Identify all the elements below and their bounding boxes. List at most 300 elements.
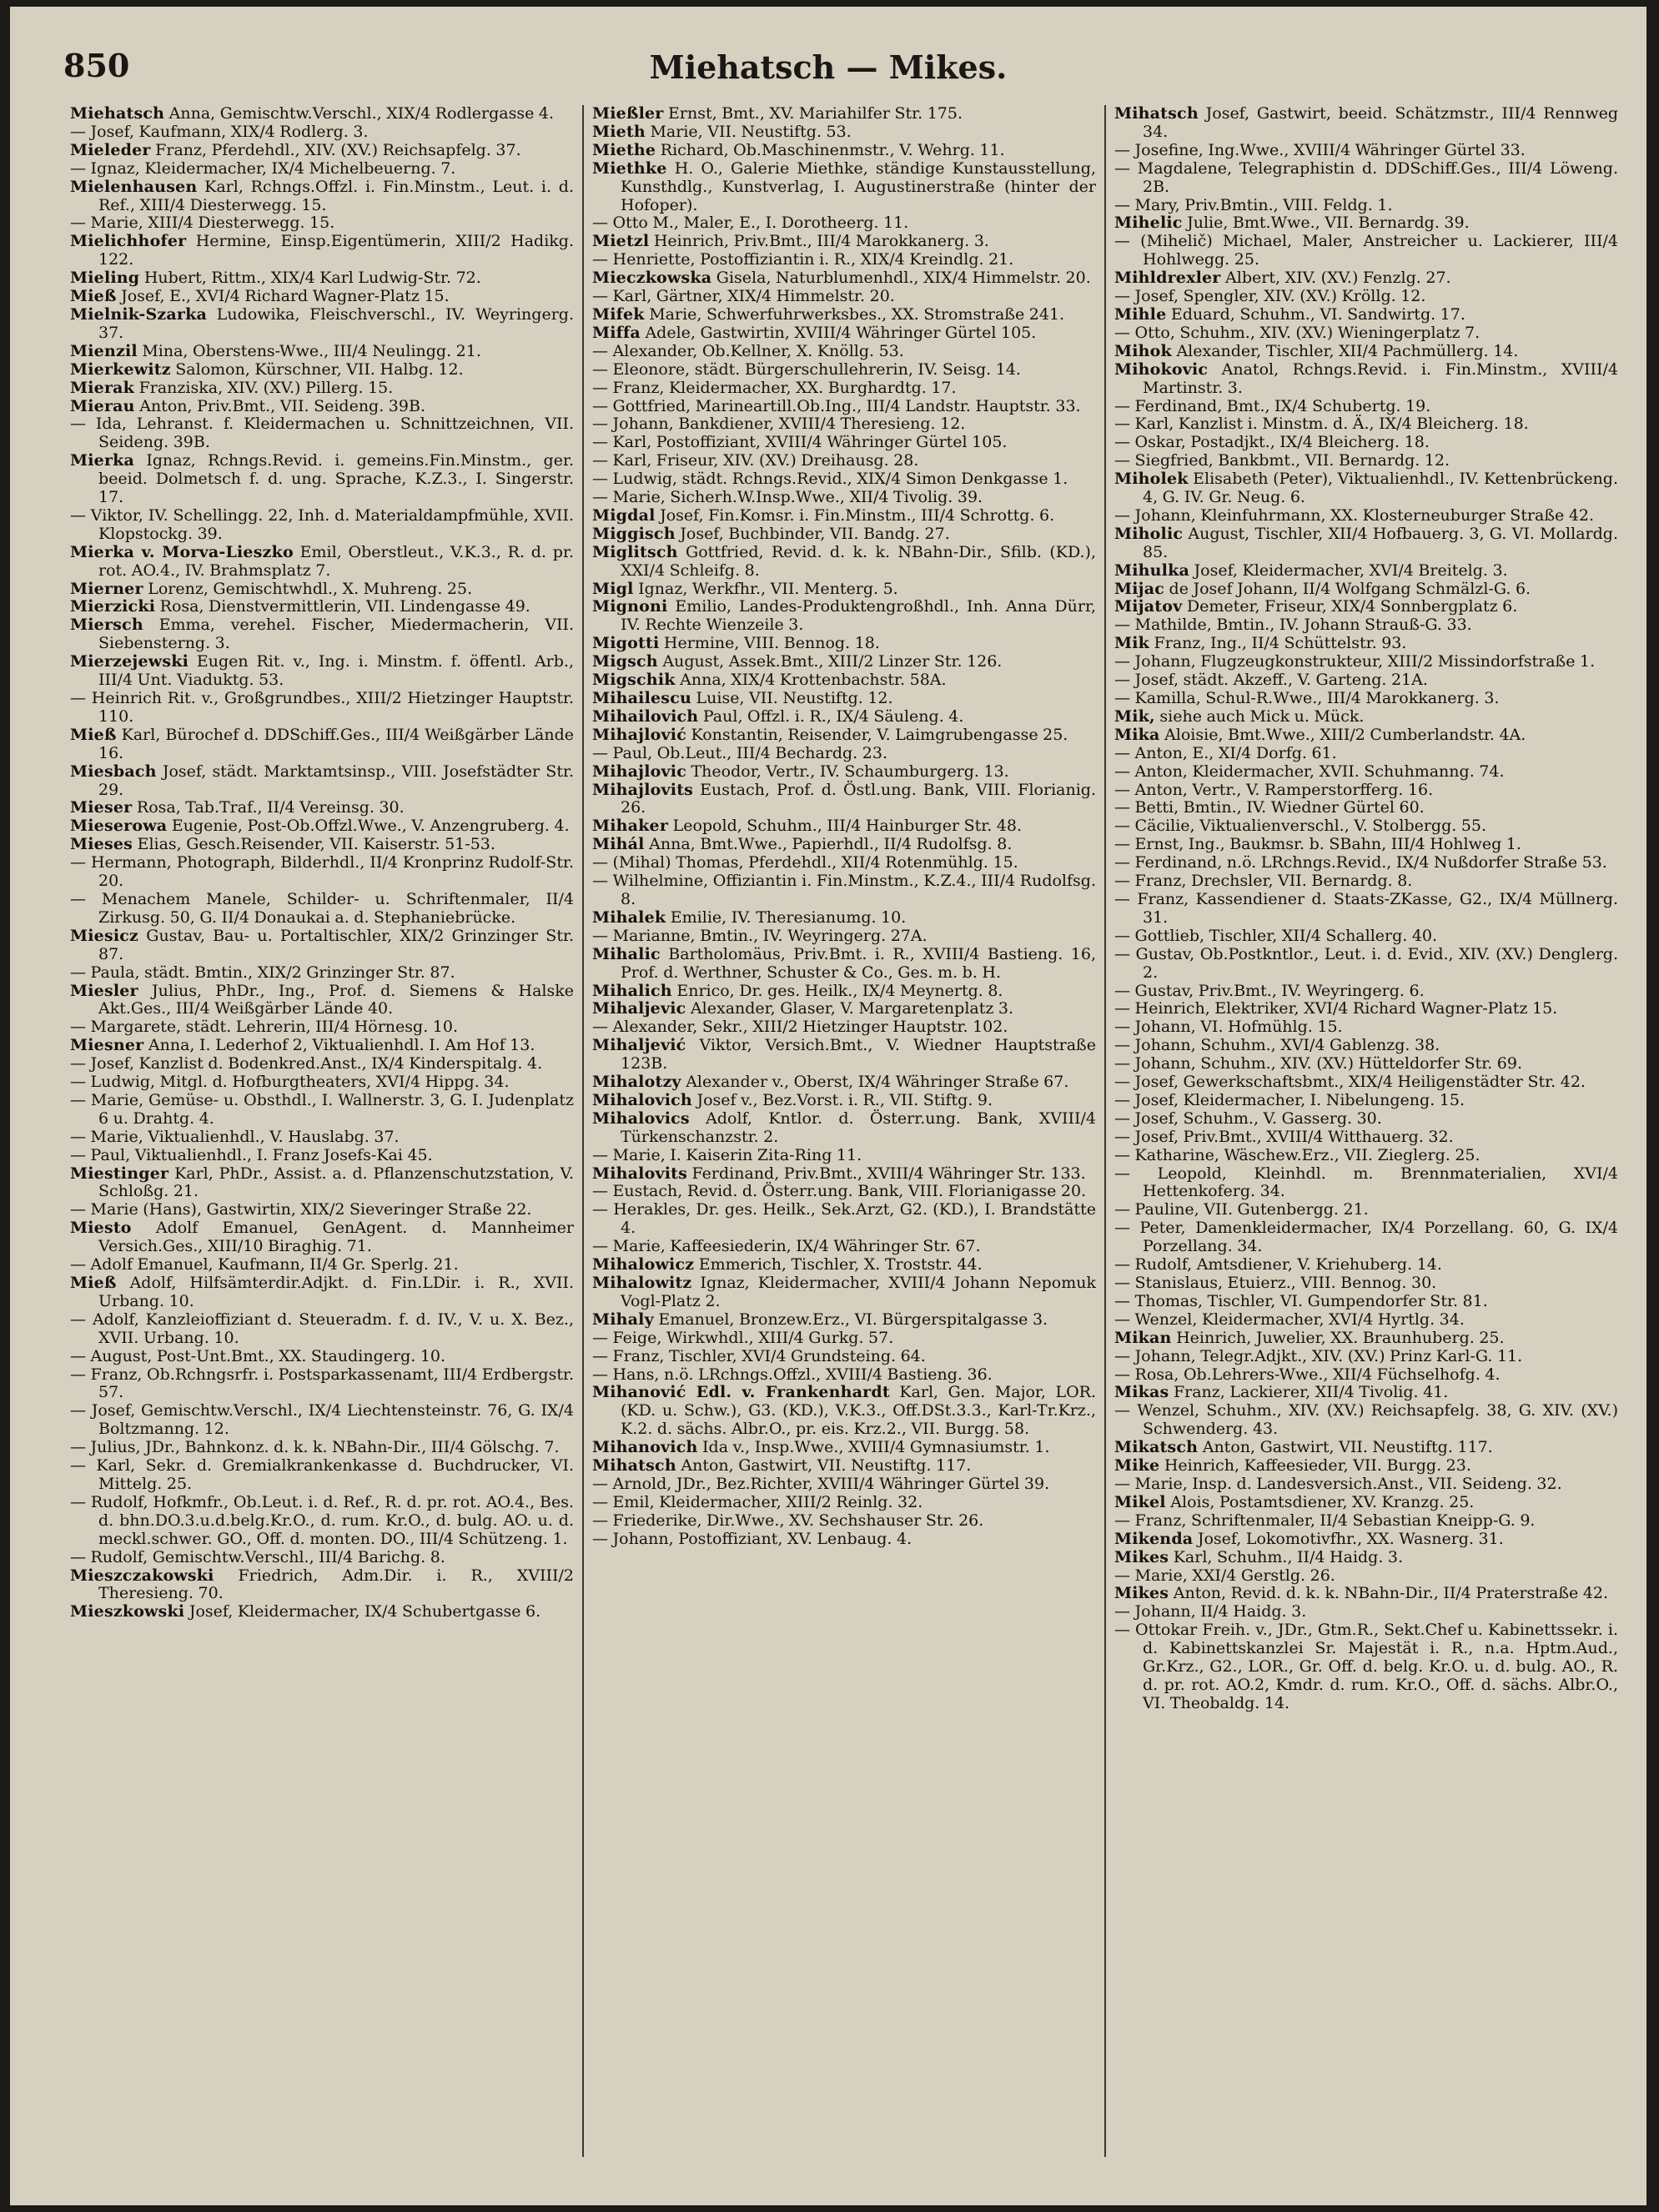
entry-details: — Hermann, Photograph, Bilderhdl., II/4 Kronprinz Rudolf-Str. 20. — [70, 853, 574, 891]
entry-surname: Mihalowicz — [592, 1255, 695, 1274]
directory-entry — [592, 1384, 1096, 1439]
entry-details: — Ferdinand, n.ö. LRchngs.Revid., IX/4 Nußdorfer Straße 53. — [1114, 853, 1607, 872]
entry-details: — Josef, Gewerkschaftsbmt., XIX/4 Heiligenstädter Str. 42. — [1114, 1073, 1586, 1092]
entry-details: — Ida, Lehranst. f. Kleidermachen u. Schnittzeichnen, VII. Seideng. 39B. — [70, 415, 574, 452]
entry-surname: Mikel — [1114, 1492, 1166, 1511]
directory-entry — [592, 380, 1096, 398]
entry-details: Richard, Ob.Maschinenmstr., V. Wehrg. 11. — [656, 140, 1005, 159]
entry-details: Ernst, Bmt., XV. Mariahilfer Str. 175. — [663, 105, 963, 123]
entry-details: Ferdinand, Priv.Bmt., XVIII/4 Währinger Str. 133. — [687, 1164, 1086, 1183]
directory-entry — [592, 1457, 1096, 1476]
directory-entry — [1114, 671, 1618, 690]
entry-surname: Mieszkowski — [70, 1602, 185, 1621]
running-head: Miehatsch — Mikes. — [649, 48, 1008, 86]
entry-details: de Josef Johann, II/4 Wolfgang Schmälzl-G. 6. — [1164, 579, 1531, 598]
directory-entry — [592, 1238, 1096, 1256]
entry-surname: Migdal — [592, 505, 656, 525]
entry-details: — Johann, Schuhm., XIV. (XV.) Hütteldorfer Str. 69. — [1114, 1054, 1522, 1073]
entry-surname: Mihalovits — [592, 1164, 687, 1183]
entry-details: — Marianne, Bmtin., IV. Weyringerg. 27A. — [592, 926, 928, 945]
entry-surname: Mihalowitz — [592, 1274, 692, 1292]
entry-surname: Mihanović Edl. v. Frankenhardt — [592, 1383, 890, 1402]
directory-entry — [70, 928, 574, 964]
entry-details: — Gottlieb, Tischler, XII/4 Schallerg. 40. — [1114, 926, 1438, 945]
directory-entry — [592, 507, 1096, 525]
entry-details: Gottfried, Revid. d. k. k. NBahn-Dir., Sfilb. (KD.), XXI/4 Schleifg. 8. — [621, 542, 1096, 580]
entry-details: August, Assek.Bmt., XIII/2 Linzer Str. 126. — [657, 652, 1003, 671]
entry-surname: Mihle — [1114, 304, 1167, 324]
entry-details: Leopold, Schuhm., III/4 Hainburger Str. 48. — [668, 817, 1023, 836]
entry-details: Hermine, Einsp.Eigentümerin, XIII/2 Hadikg. 122. — [98, 232, 574, 269]
directory-entry — [70, 726, 574, 763]
entry-details: — Paul, Ob.Leut., III/4 Bechardg. 23. — [592, 743, 887, 762]
entry-details: — Franz, Tischler, XVI/4 Grundsteing. 64. — [592, 1346, 926, 1365]
entry-details: Elias, Gesch.Reisender, VII. Kaiserstr. 51-53. — [133, 835, 495, 854]
directory-entry — [1114, 1621, 1618, 1713]
entry-surname: Mihldrexler — [1114, 269, 1221, 288]
entry-details: Eugen Rit. v., Ing. i. Minstm. f. öffentl. Arb., III/4 Unt. Viaduktg. 53. — [98, 652, 574, 690]
entry-surname: Mieleder — [70, 140, 151, 159]
entry-details: Alexander, Tischler, XII/4 Pachmüllerg. 14. — [1171, 341, 1519, 360]
entry-details: — Marie, Insp. d. Landesversich.Anst., VII. Seideng. 32. — [1114, 1474, 1562, 1493]
entry-surname: Mieß — [70, 725, 117, 744]
entry-surname: Mikatsch — [1114, 1438, 1199, 1457]
entry-details: — Friederike, Dir.Wwe., XV. Sechshauser Str. 26. — [592, 1511, 984, 1530]
entry-details: Adolf Emanuel, GenAgent. d. Mannheimer Versich.Ges., XIII/10 Biraghig. 71. — [98, 1219, 574, 1256]
entry-details: — Eleonore, städt. Bürgerschullehrerin, IV. Seisg. 14. — [592, 359, 1021, 379]
entry-details: — Johann, Kleinfuhrmann, XX. Klosterneuburger Straße 42. — [1114, 505, 1595, 525]
entry-details: Luise, VII. Neustiftg. 12. — [691, 689, 893, 707]
directory-entry — [70, 142, 574, 160]
directory-entry — [1114, 1165, 1618, 1202]
entry-details: Karl, Schuhm., II/4 Haidg. 3. — [1169, 1547, 1404, 1566]
entry-details: — Wenzel, Kleidermacher, XVI/4 Hyrtlg. 34. — [1114, 1310, 1465, 1329]
entry-surname: Mieling — [70, 269, 140, 288]
entry-details: Mina, Oberstens-Wwe., III/4 Neulingg. 21. — [137, 341, 481, 360]
entry-surname: Migsch — [592, 652, 658, 671]
directory-entry — [592, 909, 1096, 928]
directory-entry — [1114, 763, 1618, 782]
entry-details: Anton, Revid. d. k. k. NBahn-Dir., II/4 Praterstraße 42. — [1169, 1584, 1609, 1603]
entry-details: Lorenz, Gemischtwhdl., X. Muhreng. 25. — [143, 579, 473, 598]
entry-details: — Josefine, Ing.Wwe., XVIII/4 Währinger Gürtel 33. — [1114, 140, 1526, 159]
entry-details: — Margarete, städt. Lehrerin, III/4 Hörnesg. 10. — [70, 1018, 458, 1037]
entry-details: Friedrich, Adm.Dir. i. R., XVIII/2 Theresieng. 70. — [98, 1566, 574, 1603]
entry-details: Bartholomäus, Priv.Bmt. i. R., XVIII/4 Bastieng. 16, Prof. d. Werthner, Schuster & Co., Ges. m. b. H. — [621, 944, 1096, 982]
directory-entry — [1114, 635, 1618, 653]
entry-surname: Mihanovich — [592, 1438, 698, 1457]
entry-surname: Mierak — [70, 378, 135, 397]
directory-column-1 — [70, 105, 574, 2187]
directory-entry — [70, 361, 574, 380]
entry-surname: Mik, — [1114, 706, 1155, 726]
directory-entry — [1114, 214, 1618, 233]
entry-details: Ignaz, Rchngs.Revid. i. gemeins.Fin.Minstm., ger. beeid. Dolmetsch f. d. ung. Sprache, K.Z.3., I. Singerstr. 17. — [98, 451, 574, 507]
directory-entry — [592, 1366, 1096, 1385]
entry-details: — Josef, Kaufmann, XIX/4 Rodlerg. 3. — [70, 122, 369, 141]
entry-details: — Josef, Gemischtw.Verschl., IX/4 Liechtensteinstr. 76, G. IX/4 Boltzmanng. 12. — [70, 1401, 574, 1439]
entry-details: Enrico, Dr. ges. Heilk., IX/4 Meynertg. 8. — [671, 981, 1003, 1000]
entry-details: — Eustach, Revid. d. Österr.ung. Bank, VIII. Florianigasse 20. — [592, 1182, 1087, 1201]
entry-details: — Ignaz, Kleidermacher, IX/4 Michelbeuerng. 7. — [70, 158, 456, 178]
directory-entry — [592, 1037, 1096, 1073]
entry-surname: Mihalovics — [592, 1109, 690, 1128]
entry-surname: Mihatsch — [1114, 105, 1199, 123]
entry-surname: Mieses — [70, 835, 133, 854]
entry-surname: Mießler — [592, 105, 664, 123]
directory-entry — [1114, 269, 1618, 288]
directory-entry — [1114, 946, 1618, 983]
entry-details: Hubert, Rittm., XIX/4 Karl Ludwig-Str. 72. — [139, 269, 481, 288]
directory-entry — [1114, 1256, 1618, 1274]
entry-details: Josef, Buchbinder, VII. Bandg. 27. — [675, 524, 950, 543]
directory-entry — [70, 763, 574, 800]
directory-entry — [70, 1274, 574, 1311]
directory-entry — [70, 598, 574, 616]
directory-entry — [70, 1348, 574, 1366]
entry-surname: Mihaljevic — [592, 999, 686, 1018]
entry-details: — Johann, Flugzeugkonstrukteur, XIII/2 Missindorfstraße 1. — [1114, 652, 1596, 671]
directory-entry — [592, 269, 1096, 288]
entry-details: — Magdalene, Telegraphistin d. DDSchiff.Ges., III/4 Löweng. 2B. — [1114, 158, 1618, 196]
entry-details: Viktor, Versich.Bmt., V. Wiedner Hauptstraße 123B. — [621, 1036, 1096, 1073]
directory-entry — [592, 434, 1096, 452]
entry-surname: Miersch — [70, 616, 143, 635]
entry-details: — Karl, Friseur, XIV. (XV.) Dreihausg. 28. — [592, 451, 919, 470]
directory-entry — [1114, 452, 1618, 470]
directory-entry — [1114, 983, 1618, 1001]
directory-entry — [1114, 745, 1618, 763]
directory-entry — [1114, 928, 1618, 946]
entry-surname: Mihulka — [1114, 561, 1189, 580]
entry-details: — Karl, Postoffiziant, XVIII/4 Währinger Gürtel 105. — [592, 433, 1008, 452]
directory-entry — [1114, 1457, 1618, 1476]
directory-entry — [592, 946, 1096, 983]
entry-surname: Mikes — [1114, 1584, 1169, 1603]
directory-entry — [70, 690, 574, 726]
entry-details: — Johann, Postoffiziant, XV. Lenbaug. 4. — [592, 1529, 912, 1548]
entry-details: H. O., Galerie Miethke, ständige Kunstausstellung, Kunsthdlg., Kunstverlag, I. Augustinerstraße (hinter der Hofoper). — [621, 158, 1096, 214]
directory-entry — [592, 782, 1096, 818]
entry-details: Eustach, Prof. d. Östl.ung. Bank, VIII. Florianig. 26. — [621, 780, 1096, 817]
directory-entry — [1114, 105, 1618, 142]
entry-details: — Henriette, Postoffiziantin i. R., XIX/4 Kreindlg. 21. — [592, 250, 1014, 269]
entry-surname: Mihalotzy — [592, 1073, 681, 1092]
entry-details: — Anton, E., XI/4 Dorfg. 61. — [1114, 743, 1337, 762]
directory-entry — [1114, 1603, 1618, 1621]
entry-details: — Leopold, Kleinhdl. m. Brennmaterialien, XVI/4 Hettenkoferg. 34. — [1114, 1164, 1618, 1201]
entry-details: — Feige, Wirkwhdl., XIII/4 Gurkg. 57. — [592, 1328, 894, 1347]
entry-details: — Anton, Vertr., V. Ramperstorfferg. 16. — [1114, 780, 1434, 799]
directory-entry — [1114, 288, 1618, 306]
directory-entry — [70, 1494, 574, 1549]
entry-details: — Arnold, JDr., Bez.Richter, XVIII/4 Währinger Gürtel 39. — [592, 1474, 1050, 1493]
directory-entry — [592, 1512, 1096, 1531]
entry-details: — Rudolf, Hofkmfr., Ob.Leut. i. d. Ref., R. d. pr. rot. AO.4., Bes. d. bhn.DO.3.u.d.belg.Kr.O., d. rum. Kr.O., d. bulg. AO. u. d. meckl.schwer. GO., Off. d. monten. DO., III/4 Schützeng. 1. — [70, 1492, 574, 1548]
entry-details: Anatol, Rchngs.Revid. i. Fin.Minstm., XVIII/4 Martinstr. 3. — [1143, 359, 1618, 397]
directory-entry — [1114, 653, 1618, 671]
entry-surname: Miffa — [592, 323, 641, 342]
entry-surname: Mijatov — [1114, 597, 1183, 616]
entry-details: — Marie, XIII/4 Diesterwegg. 15. — [70, 214, 335, 233]
directory-entry — [592, 525, 1096, 544]
directory-entry — [592, 836, 1096, 854]
directory-entry — [1114, 562, 1618, 581]
entry-details: Gustav, Bau- u. Portaltischler, XIX/2 Grinzinger Str. 87. — [98, 926, 574, 963]
directory-entry — [70, 1055, 574, 1073]
entry-details: Anton, Priv.Bmt., VII. Seideng. 39B. — [134, 396, 425, 415]
entry-surname: Mikes — [1114, 1547, 1169, 1566]
entry-details: Josef, Gastwirt, beeid. Schätzmstr., III/4 Rennweg 34. — [1143, 105, 1618, 141]
directory-entry — [1114, 708, 1618, 726]
directory-entry — [1114, 1531, 1618, 1549]
directory-entry — [1114, 854, 1618, 872]
entry-details: — Gottfried, Marineartill.Ob.Ing., III/4 Landstr. Hauptstr. 33. — [592, 396, 1081, 415]
entry-surname: Miholek — [1114, 470, 1189, 489]
column-rule — [582, 105, 584, 2157]
entry-details: Hermine, VIII. Bennog. 18. — [659, 634, 880, 653]
directory-entry — [1114, 1110, 1618, 1129]
directory-entry — [592, 983, 1096, 1001]
entry-details: Josef, Lokomotivfhr., XX. Wasnerg. 31. — [1193, 1529, 1504, 1548]
directory-entry — [592, 398, 1096, 416]
entry-details: — Wenzel, Schuhm., XIV. (XV.) Reichsapfelg. 38, G. XIV. (XV.) Schwenderg. 43. — [1114, 1401, 1618, 1439]
entry-details: — Rudolf, Gemischtw.Verschl., III/4 Barichg. 8. — [70, 1547, 445, 1566]
directory-entry — [70, 1603, 574, 1621]
entry-surname: Migotti — [592, 634, 660, 653]
entry-details: Theodor, Vertr., IV. Schaumburgerg. 13. — [686, 762, 1009, 781]
directory-entry — [1114, 690, 1618, 708]
directory-entry — [1114, 817, 1618, 836]
entry-details: Ignaz, Kleidermacher, XVIII/4 Johann Nepomuk Vogl-Platz 2. — [621, 1274, 1096, 1310]
directory-entry — [1114, 1512, 1618, 1531]
entry-details: — Ludwig, städt. Rchngs.Revid., XIX/4 Simon Denkgasse 1. — [592, 470, 1068, 489]
directory-entry — [70, 964, 574, 983]
directory-entry — [70, 214, 574, 233]
entry-surname: Mierka v. Morva-Lieszko — [70, 542, 294, 561]
directory-entry — [1114, 1494, 1618, 1512]
entry-details: — Hans, n.ö. LRchngs.Offzl., XVIII/4 Bastieng. 36. — [592, 1365, 993, 1384]
directory-entry — [1114, 1549, 1618, 1567]
entry-surname: Mihajlović — [592, 725, 686, 744]
directory-entry — [70, 817, 574, 836]
directory-entry — [1114, 415, 1618, 434]
directory-entry — [1114, 799, 1618, 817]
directory-entry — [1114, 1567, 1618, 1586]
entry-surname: Mielenhausen — [70, 177, 198, 196]
directory-entry — [70, 269, 574, 288]
entry-details: — Karl, Sekr. d. Gremialkrankenkasse d. Buchdrucker, VI. Mittelg. 25. — [70, 1456, 574, 1493]
entry-surname: Mijac — [1114, 579, 1165, 598]
entry-details: — Franz, Kassendiener d. Staats-ZKasse, G2., IX/4 Müllnerg. 31. — [1114, 889, 1618, 927]
entry-details: Elisabeth (Peter), Viktualienhdl., IV. Kettenbrückeng. 4, G. IV. Gr. Neug. 6. — [1143, 470, 1618, 507]
directory-entry — [1114, 324, 1618, 343]
entry-surname: Mieß — [70, 1274, 117, 1292]
entry-details: Anna, I. Lederhof 2, Viktualienhdl. I. Am Hof 13. — [143, 1036, 535, 1055]
entry-details: — Franz, Ob.Rchngsrfr. i. Postsparkassenamt, III/4 Erdbergstr. 57. — [70, 1365, 574, 1402]
entry-surname: Miholic — [1114, 524, 1184, 543]
entry-details: — Franz, Schriftenmaler, II/4 Sebastian Kneipp-G. 9. — [1114, 1511, 1536, 1530]
directory-entry — [592, 1439, 1096, 1457]
directory-entry — [1114, 616, 1618, 635]
entry-details: — Johann, II/4 Haidg. 3. — [1114, 1602, 1307, 1621]
entry-details: — Ludwig, Mitgl. d. Hofburgtheaters, XVI/4 Hippg. 34. — [70, 1073, 510, 1092]
entry-surname: Mieserowa — [70, 817, 168, 836]
directory-entry — [70, 1073, 574, 1092]
column-rule — [1104, 105, 1106, 2157]
entry-details: Gisela, Naturblumenhdl., XIX/4 Himmelstr. 20. — [711, 269, 1091, 288]
entry-surname: Miehatsch — [70, 105, 165, 123]
entry-details: — Adolf Emanuel, Kaufmann, II/4 Gr. Sperlg. 21. — [70, 1255, 459, 1274]
entry-details: — Emil, Kleidermacher, XIII/2 Reinlg. 32. — [592, 1492, 923, 1511]
directory-entry — [592, 361, 1096, 380]
directory-entry — [1114, 891, 1618, 928]
entry-surname: Mihailovich — [592, 706, 699, 726]
entry-details: Aloisie, Bmt.Wwe., XIII/2 Cumberlandstr. 4A. — [1159, 725, 1526, 744]
directory-entry — [70, 653, 574, 690]
directory-entry — [1114, 1000, 1618, 1018]
entry-details: Rosa, Tab.Traf., II/4 Vereinsg. 30. — [132, 798, 405, 817]
directory-entry — [592, 544, 1096, 581]
entry-surname: Mihaljević — [592, 1036, 686, 1055]
entry-surname: Miesto — [70, 1219, 132, 1238]
entry-surname: Mihailescu — [592, 689, 691, 707]
entry-details: Josef, E., XVI/4 Richard Wagner-Platz 15. — [116, 287, 450, 306]
directory-entry — [592, 1311, 1096, 1330]
directory-entry — [592, 251, 1096, 269]
directory-entry — [1114, 1311, 1618, 1330]
entry-details: — Karl, Gärtner, XIX/4 Himmelstr. 20. — [592, 287, 895, 306]
entry-surname: Miethke — [592, 158, 667, 178]
entry-surname: Mihajlovic — [592, 762, 686, 781]
entry-surname: Mieczkowska — [592, 269, 712, 288]
directory-entry — [592, 1147, 1096, 1165]
entry-surname: Mihalic — [592, 944, 661, 963]
entry-surname: Mienzil — [70, 341, 138, 360]
directory-entry — [1114, 1055, 1618, 1073]
entry-details: Ignaz, Werkfhr., VII. Menterg. 5. — [633, 579, 898, 598]
entry-surname: Mikenda — [1114, 1529, 1194, 1548]
directory-entry — [592, 123, 1096, 142]
entry-details: — Ferdinand, Bmt., IX/4 Schubertg. 19. — [1114, 396, 1431, 415]
entry-surname: Miethe — [592, 140, 656, 159]
directory-entry — [1114, 306, 1618, 324]
entry-details: Franz, Pferdehdl., XIV. (XV.) Reichsapfelg. 37. — [150, 140, 521, 159]
entry-details: Rosa, Dienstvermittlerin, VII. Lindengasse 49. — [155, 597, 530, 616]
directory-entry — [70, 616, 574, 653]
directory-entry — [592, 1092, 1096, 1110]
directory-entry — [70, 1567, 574, 1604]
entry-surname: Mihaker — [592, 817, 669, 836]
entry-details: — Oskar, Postadjkt., IX/4 Bleicherg. 18. — [1114, 433, 1430, 452]
directory-entry — [592, 726, 1096, 745]
entry-details: — Rudolf, Amtsdiener, V. Kriehuberg. 14. — [1114, 1255, 1442, 1274]
entry-details: — Josef, städt. Akzeff., V. Garteng. 21A. — [1114, 671, 1428, 690]
directory-entry — [70, 1037, 574, 1055]
entry-details: — Pauline, VII. Gutenbergg. 21. — [1114, 1200, 1369, 1219]
entry-surname: Miggisch — [592, 524, 676, 543]
directory-entry — [1114, 1330, 1618, 1348]
directory-entry — [592, 928, 1096, 946]
directory-entry — [1114, 160, 1618, 197]
entry-details: Franz, Ing., II/4 Schüttelstr. 93. — [1149, 634, 1407, 653]
directory-entry — [592, 581, 1096, 599]
directory-entry — [1114, 1073, 1618, 1092]
entry-details: — Peter, Damenkleidermacher, IX/4 Porzellang. 60, G. IX/4 Porzellang. 34. — [1114, 1219, 1618, 1256]
entry-details: Heinrich, Juwelier, XX. Braunhuberg. 25. — [1171, 1328, 1505, 1347]
directory-entry — [1114, 1092, 1618, 1110]
entry-details: Karl, Rchngs.Offzl. i. Fin.Minstm., Leut. i. d. Ref., XIII/4 Diesterwegg. 15. — [98, 177, 574, 214]
directory-entry — [1114, 197, 1618, 215]
directory-entry — [70, 983, 574, 1019]
directory-entry — [70, 1366, 574, 1403]
directory-entry — [70, 306, 574, 343]
directory-entry — [592, 288, 1096, 306]
entry-details: — Franz, Kleidermacher, XX. Burghardtg. 17. — [592, 378, 957, 397]
directory-entry — [1114, 1293, 1618, 1311]
directory-entry — [70, 398, 574, 416]
entry-details: Josef, städt. Marktamtsinsp., VIII. Josefstädter Str. 29. — [98, 762, 574, 799]
entry-details: — Betti, Bmtin., IV. Wiedner Gürtel 60. — [1114, 798, 1425, 817]
entry-details: Julie, Bmt.Wwe., VII. Bernardg. 39. — [1182, 214, 1470, 233]
entry-details: — Alexander, Ob.Kellner, X. Knöllg. 53. — [592, 341, 904, 360]
directory-entry — [1114, 782, 1618, 800]
entry-surname: Mikan — [1114, 1328, 1172, 1347]
entry-details: Salomon, Kürschner, VII. Halbg. 12. — [170, 359, 464, 379]
entry-details: — Marie, Viktualienhdl., V. Hauslabg. 37. — [70, 1127, 400, 1146]
directory-entry — [1114, 1585, 1618, 1603]
entry-surname: Mik — [1114, 634, 1150, 653]
entry-details: Alexander, Glaser, V. Margaretenplatz 3. — [686, 999, 1014, 1018]
entry-details: — Thomas, Tischler, VI. Gumpendorfer Str. 81. — [1114, 1291, 1488, 1310]
entry-details: Anna, Bmt.Wwe., Papierhdl., II/4 Rudolfsg. 8. — [644, 835, 1013, 854]
directory-entry — [592, 105, 1096, 123]
directory-entry — [1114, 142, 1618, 160]
directory-entry — [70, 380, 574, 398]
directory-entry — [70, 1092, 574, 1129]
directory-entry — [592, 160, 1096, 215]
entry-details: — Ernst, Ing., Baukmsr. b. SBahn, III/4 Hohlweg 1. — [1114, 835, 1521, 854]
directory-entry — [592, 306, 1096, 324]
directory-entry — [70, 544, 574, 581]
entry-details: — Cäcilie, Viktualienverschl., V. Stolbergg. 55. — [1114, 817, 1487, 836]
entry-details: — Otto, Schuhm., XIV. (XV.) Wieningerplatz 7. — [1114, 323, 1481, 342]
directory-entry — [1114, 434, 1618, 452]
directory-entry — [592, 1256, 1096, 1274]
directory-entry — [592, 635, 1096, 653]
entry-details: Julius, PhDr., Ing., Prof. d. Siemens & Halske Akt.Ges., III/4 Weißgärber Lände 40. — [98, 981, 574, 1018]
entry-details: — Katharine, Wäschew.Erz., VII. Zieglerg. 25. — [1114, 1145, 1481, 1164]
entry-surname: Miesler — [70, 981, 138, 1000]
scanned-page — [10, 7, 1646, 2205]
entry-details: — Paula, städt. Bmtin., XIX/2 Grinzinger Str. 87. — [70, 963, 455, 982]
entry-details: — Anton, Kleidermacher, XVII. Schuhmanng. 74. — [1114, 762, 1505, 781]
entry-details: — August, Post-Unt.Bmt., XX. Staudingerg. 10. — [70, 1346, 446, 1365]
entry-details: — Adolf, Kanzleioffiziant d. Steueradm. f. d. IV., V. u. X. Bez., XVII. Urbang. 10. — [70, 1310, 574, 1347]
directory-entry — [1114, 726, 1618, 745]
entry-surname: Mihalich — [592, 981, 672, 1000]
entry-details: — Mary, Priv.Bmtin., VIII. Feldg. 1. — [1114, 195, 1393, 214]
entry-details: Josef, Kleidermacher, IX/4 Schubertgasse 6. — [184, 1602, 541, 1621]
entry-surname: Mihál — [592, 835, 645, 854]
directory-entry — [592, 1274, 1096, 1311]
entry-details: — Josef, Kleidermacher, I. Nibelungeng. 15. — [1114, 1090, 1465, 1109]
directory-entry — [1114, 1439, 1618, 1457]
directory-entry — [592, 690, 1096, 708]
entry-surname: Mierau — [70, 396, 135, 415]
directory-entry — [70, 105, 574, 123]
entry-details: — Ottokar Freih. v., JDr., Gtm.R., Sekt.Chef u. Kabinettssekr. i. d. Kabinettskanzlei Sr. Majestät i. R., n.a. Hptm.Aud., Gr.Krz., G2., LOR., Gr. Off. d. belg. Kr.O. u. d. bulg. AO., R. d. pr. rot. AO.2, Kmdr. d. rum. Kr.O., Off. d. sächs. Albr.O., VI. Theobaldg. 14. — [1114, 1621, 1618, 1712]
